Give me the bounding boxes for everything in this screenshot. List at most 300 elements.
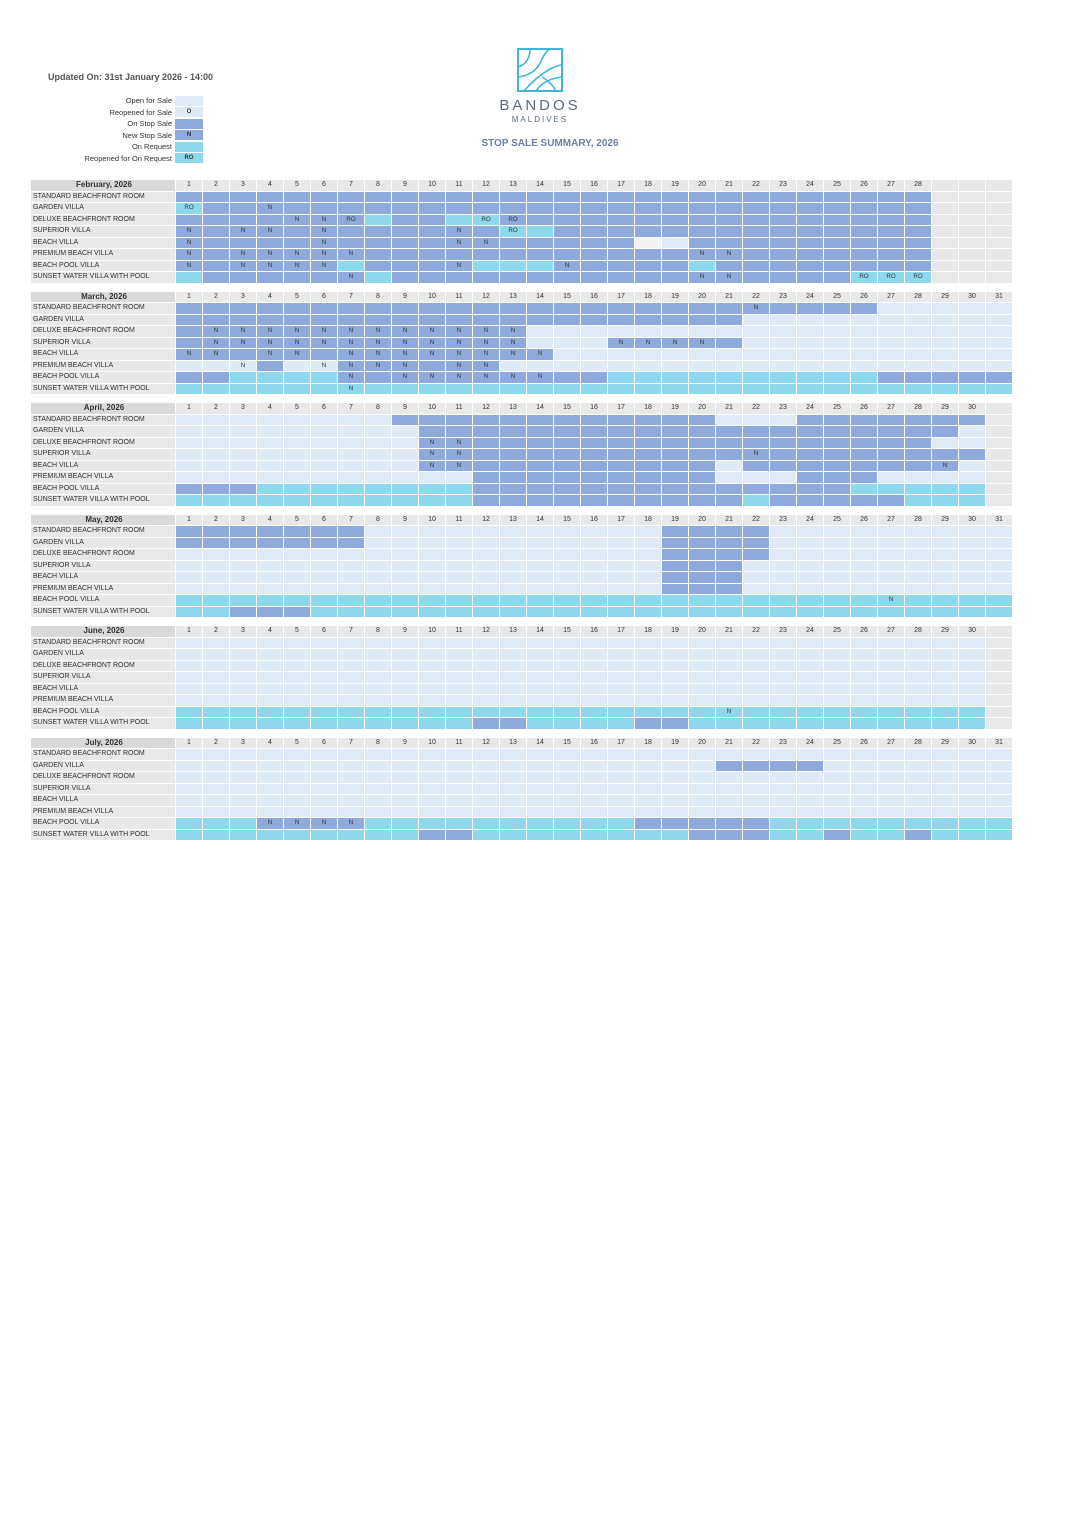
status-cell	[365, 472, 392, 484]
day-number: 23	[770, 291, 797, 303]
status-cell	[662, 495, 689, 507]
room-row	[31, 818, 1013, 830]
status-cell	[257, 383, 284, 395]
status-cell	[770, 272, 797, 284]
room-label: PREMIUM BEACH VILLA	[31, 583, 176, 595]
status-cell	[824, 606, 851, 618]
status-cell	[851, 660, 878, 672]
status-cell: N	[311, 249, 338, 261]
status-cell: N	[311, 214, 338, 226]
status-cell	[392, 249, 419, 261]
status-cell	[365, 449, 392, 461]
status-cell	[500, 583, 527, 595]
status-cell	[311, 829, 338, 841]
status-cell	[608, 606, 635, 618]
status-cell	[203, 783, 230, 795]
status-cell	[338, 595, 365, 607]
day-header-row	[31, 180, 1013, 192]
status-cell	[581, 214, 608, 226]
day-number: 12	[473, 180, 500, 192]
day-header-row	[31, 291, 1013, 303]
status-cell: N	[716, 272, 743, 284]
status-cell	[257, 537, 284, 549]
status-cell	[500, 560, 527, 572]
status-cell	[608, 426, 635, 438]
status-cell	[446, 472, 473, 484]
status-cell	[797, 272, 824, 284]
status-cell	[419, 203, 446, 215]
status-cell	[311, 437, 338, 449]
room-row	[31, 214, 1013, 226]
status-cell	[770, 795, 797, 807]
room-row	[31, 695, 1013, 707]
status-cell: N	[446, 360, 473, 372]
status-cell	[203, 637, 230, 649]
status-cell	[203, 303, 230, 315]
status-cell	[554, 806, 581, 818]
status-cell	[203, 695, 230, 707]
status-cell	[554, 829, 581, 841]
status-cell	[392, 706, 419, 718]
room-label: BEACH VILLA	[31, 572, 176, 584]
status-cell	[392, 649, 419, 661]
room-label: STANDARD BEACHFRONT ROOM	[31, 637, 176, 649]
status-cell	[446, 483, 473, 495]
status-cell	[284, 226, 311, 238]
status-cell	[716, 237, 743, 249]
status-cell	[797, 637, 824, 649]
status-cell	[878, 472, 905, 484]
status-cell	[230, 683, 257, 695]
status-cell	[797, 718, 824, 730]
status-cell	[635, 606, 662, 618]
status-cell: N	[419, 326, 446, 338]
status-cell	[473, 560, 500, 572]
empty-cell	[986, 649, 1013, 661]
room-row	[31, 495, 1013, 507]
status-cell	[338, 549, 365, 561]
status-cell	[662, 326, 689, 338]
status-cell	[230, 472, 257, 484]
status-cell	[770, 560, 797, 572]
status-cell	[716, 449, 743, 461]
status-cell	[554, 649, 581, 661]
status-cell	[662, 829, 689, 841]
status-cell	[905, 806, 932, 818]
status-cell	[527, 749, 554, 761]
status-cell	[905, 260, 932, 272]
status-cell: N	[365, 360, 392, 372]
status-cell	[365, 549, 392, 561]
status-cell: N	[257, 349, 284, 361]
status-cell	[932, 672, 959, 684]
status-cell	[311, 795, 338, 807]
status-cell	[662, 649, 689, 661]
status-cell	[203, 260, 230, 272]
updated-timestamp: Updated On: 31st January 2026 - 14:00	[48, 72, 214, 82]
status-cell	[365, 606, 392, 618]
status-cell	[581, 783, 608, 795]
status-cell	[770, 472, 797, 484]
status-cell	[932, 749, 959, 761]
status-cell	[446, 537, 473, 549]
status-cell	[257, 772, 284, 784]
status-cell	[635, 749, 662, 761]
status-cell	[716, 637, 743, 649]
status-cell	[986, 383, 1013, 395]
status-cell	[527, 449, 554, 461]
status-cell	[554, 449, 581, 461]
status-cell	[689, 495, 716, 507]
status-cell	[986, 749, 1013, 761]
status-cell	[500, 426, 527, 438]
status-cell	[203, 272, 230, 284]
status-cell	[743, 660, 770, 672]
status-cell	[932, 414, 959, 426]
status-cell	[311, 495, 338, 507]
status-cell	[743, 560, 770, 572]
status-cell	[338, 314, 365, 326]
empty-cell	[986, 237, 1013, 249]
legend-swatch: O	[175, 107, 203, 117]
status-cell	[716, 783, 743, 795]
status-cell	[365, 695, 392, 707]
status-cell	[203, 191, 230, 203]
status-cell	[851, 706, 878, 718]
status-cell	[500, 683, 527, 695]
status-cell	[554, 783, 581, 795]
status-cell	[689, 718, 716, 730]
status-cell	[662, 672, 689, 684]
status-cell	[824, 383, 851, 395]
status-cell	[284, 783, 311, 795]
day-number: 23	[770, 180, 797, 192]
status-cell	[419, 595, 446, 607]
status-cell	[446, 695, 473, 707]
status-cell	[905, 372, 932, 384]
status-cell	[311, 460, 338, 472]
status-cell	[203, 595, 230, 607]
status-cell	[608, 226, 635, 238]
status-cell	[392, 449, 419, 461]
status-cell	[770, 783, 797, 795]
status-cell	[878, 549, 905, 561]
status-cell	[824, 437, 851, 449]
status-cell	[932, 314, 959, 326]
status-cell	[257, 360, 284, 372]
status-cell	[932, 549, 959, 561]
status-cell	[473, 606, 500, 618]
status-cell: RO	[878, 272, 905, 284]
day-number: 3	[230, 737, 257, 749]
status-cell	[500, 829, 527, 841]
day-number: 2	[203, 291, 230, 303]
status-cell	[581, 226, 608, 238]
status-cell	[986, 760, 1013, 772]
day-number: 4	[257, 514, 284, 526]
status-cell	[959, 495, 986, 507]
status-cell	[878, 260, 905, 272]
empty-cell	[959, 260, 986, 272]
status-cell: N	[392, 360, 419, 372]
status-cell	[527, 718, 554, 730]
status-cell	[797, 595, 824, 607]
status-cell	[932, 303, 959, 315]
status-cell: N	[284, 214, 311, 226]
empty-cell	[986, 718, 1013, 730]
day-number: 26	[851, 737, 878, 749]
status-cell	[797, 460, 824, 472]
status-cell	[716, 314, 743, 326]
status-cell	[284, 449, 311, 461]
status-cell	[770, 806, 797, 818]
status-cell	[230, 772, 257, 784]
status-cell	[959, 460, 986, 472]
status-cell	[500, 483, 527, 495]
day-number: 27	[878, 180, 905, 192]
status-cell	[905, 326, 932, 338]
status-cell	[419, 472, 446, 484]
status-cell	[878, 191, 905, 203]
room-row	[31, 303, 1013, 315]
status-cell: N	[473, 360, 500, 372]
status-cell	[311, 383, 338, 395]
empty-cell	[986, 472, 1013, 484]
status-cell	[878, 560, 905, 572]
status-cell	[176, 337, 203, 349]
room-row	[31, 260, 1013, 272]
legend-item	[60, 141, 203, 152]
status-cell	[608, 695, 635, 707]
status-cell	[959, 749, 986, 761]
status-cell	[284, 537, 311, 549]
status-cell	[419, 537, 446, 549]
status-cell	[392, 426, 419, 438]
status-cell	[743, 595, 770, 607]
status-cell	[770, 606, 797, 618]
status-cell	[392, 526, 419, 538]
legend-label: Open for Sale	[125, 96, 172, 105]
status-cell	[959, 360, 986, 372]
status-cell: N	[689, 337, 716, 349]
status-cell	[554, 337, 581, 349]
day-number: 5	[284, 626, 311, 638]
status-cell	[878, 749, 905, 761]
status-cell	[689, 783, 716, 795]
status-cell	[446, 760, 473, 772]
status-cell	[743, 203, 770, 215]
status-cell	[770, 426, 797, 438]
status-cell: N	[635, 337, 662, 349]
day-number: 29	[932, 403, 959, 415]
status-cell	[581, 549, 608, 561]
status-cell	[554, 560, 581, 572]
status-cell	[743, 372, 770, 384]
status-cell	[365, 637, 392, 649]
status-cell	[500, 449, 527, 461]
status-cell	[716, 772, 743, 784]
day-number: 22	[743, 737, 770, 749]
status-cell	[446, 560, 473, 572]
status-cell	[743, 426, 770, 438]
status-cell	[986, 337, 1013, 349]
status-cell	[419, 683, 446, 695]
status-cell	[230, 214, 257, 226]
empty-cell	[932, 214, 959, 226]
status-cell	[311, 706, 338, 718]
status-cell	[203, 537, 230, 549]
status-cell	[905, 749, 932, 761]
status-cell	[662, 783, 689, 795]
empty-cell	[932, 249, 959, 261]
status-cell	[662, 549, 689, 561]
page-title: STOP SALE SUMMARY, 2026	[481, 138, 619, 149]
status-cell	[662, 772, 689, 784]
status-cell	[662, 795, 689, 807]
status-cell	[419, 829, 446, 841]
status-cell	[392, 606, 419, 618]
status-cell	[932, 637, 959, 649]
status-cell	[500, 472, 527, 484]
day-number: 28	[905, 737, 932, 749]
status-cell	[527, 191, 554, 203]
status-cell	[986, 795, 1013, 807]
day-number: 7	[338, 737, 365, 749]
status-cell	[959, 772, 986, 784]
status-cell	[743, 272, 770, 284]
status-cell	[257, 683, 284, 695]
status-cell	[662, 818, 689, 830]
status-cell	[365, 414, 392, 426]
status-cell	[554, 706, 581, 718]
status-cell	[257, 572, 284, 584]
status-cell	[365, 483, 392, 495]
status-cell	[500, 795, 527, 807]
day-number: 24	[797, 180, 824, 192]
status-cell	[905, 537, 932, 549]
status-cell	[527, 818, 554, 830]
status-cell	[257, 449, 284, 461]
status-cell	[797, 260, 824, 272]
status-cell	[392, 203, 419, 215]
status-cell	[797, 583, 824, 595]
status-cell	[500, 460, 527, 472]
status-cell	[824, 337, 851, 349]
room-label: BEACH VILLA	[31, 795, 176, 807]
room-label: PREMIUM BEACH VILLA	[31, 695, 176, 707]
status-cell: N	[446, 437, 473, 449]
status-cell	[851, 449, 878, 461]
empty-cell	[932, 260, 959, 272]
status-cell	[905, 706, 932, 718]
status-cell	[365, 203, 392, 215]
status-cell	[716, 695, 743, 707]
status-cell	[905, 683, 932, 695]
status-cell	[581, 472, 608, 484]
status-cell	[392, 437, 419, 449]
status-cell	[743, 483, 770, 495]
status-cell	[176, 449, 203, 461]
legend-label: Reopened for Sale	[109, 107, 172, 117]
status-cell	[527, 495, 554, 507]
status-cell	[770, 226, 797, 238]
status-cell	[176, 706, 203, 718]
status-cell	[203, 449, 230, 461]
status-cell	[176, 426, 203, 438]
room-row	[31, 595, 1013, 607]
status-cell	[662, 583, 689, 595]
status-cell	[311, 783, 338, 795]
status-cell	[716, 537, 743, 549]
status-cell	[230, 449, 257, 461]
room-row	[31, 326, 1013, 338]
status-cell	[554, 683, 581, 695]
status-cell	[743, 414, 770, 426]
status-cell	[689, 818, 716, 830]
status-cell	[176, 806, 203, 818]
day-number: 5	[284, 403, 311, 415]
status-cell	[581, 672, 608, 684]
status-cell	[311, 483, 338, 495]
status-cell	[527, 595, 554, 607]
status-cell	[905, 783, 932, 795]
status-cell	[635, 272, 662, 284]
status-cell	[473, 718, 500, 730]
status-cell	[311, 660, 338, 672]
status-cell: N	[230, 326, 257, 338]
status-cell	[635, 649, 662, 661]
status-cell	[770, 829, 797, 841]
status-cell	[851, 472, 878, 484]
status-cell	[986, 595, 1013, 607]
status-cell	[905, 203, 932, 215]
status-cell	[770, 303, 797, 315]
day-number: 1	[176, 514, 203, 526]
room-row	[31, 472, 1013, 484]
status-cell	[176, 272, 203, 284]
status-cell	[905, 760, 932, 772]
status-cell	[878, 437, 905, 449]
status-cell	[770, 695, 797, 707]
status-cell: N	[311, 818, 338, 830]
status-cell	[446, 383, 473, 395]
status-cell	[230, 537, 257, 549]
status-cell	[554, 595, 581, 607]
status-cell	[797, 414, 824, 426]
status-cell	[743, 214, 770, 226]
status-cell	[446, 683, 473, 695]
day-number: 7	[338, 180, 365, 192]
status-cell	[716, 214, 743, 226]
status-cell	[797, 760, 824, 772]
status-cell	[500, 637, 527, 649]
status-cell: N	[446, 449, 473, 461]
status-cell: N	[932, 460, 959, 472]
status-cell: N	[473, 237, 500, 249]
status-cell	[851, 572, 878, 584]
status-cell	[716, 718, 743, 730]
day-number: 20	[689, 514, 716, 526]
room-label: SUNSET WATER VILLA WITH POOL	[31, 383, 176, 395]
status-cell	[635, 437, 662, 449]
status-cell	[824, 772, 851, 784]
status-cell	[797, 372, 824, 384]
status-cell	[338, 637, 365, 649]
room-row	[31, 537, 1013, 549]
status-cell: N	[230, 360, 257, 372]
status-cell: N	[257, 326, 284, 338]
status-cell	[338, 237, 365, 249]
